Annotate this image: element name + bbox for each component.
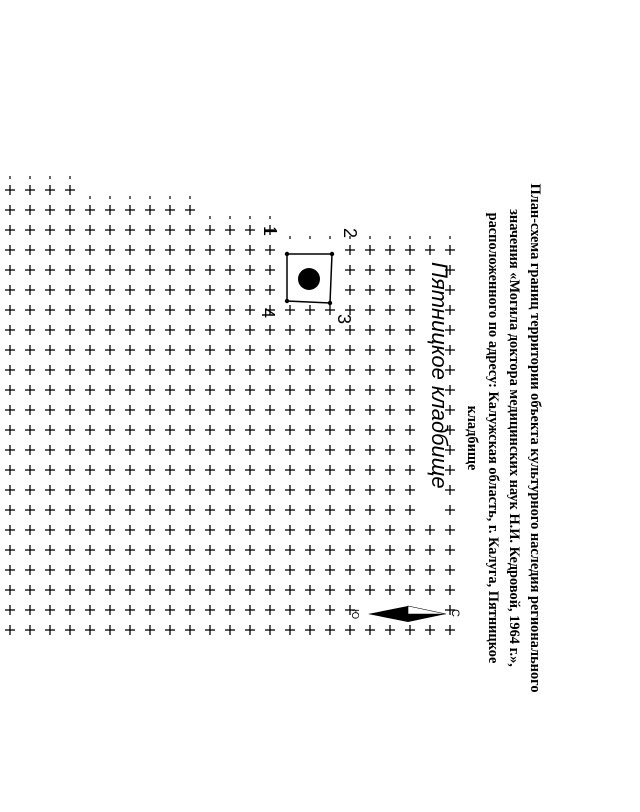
north-arrow-light-half xyxy=(408,606,446,614)
plot-boundary xyxy=(285,252,334,305)
title-line-2: значения «Могила доктора медицинских наук Н.И. Кедровой, 1964 г.», xyxy=(506,209,522,667)
south-label: Ю xyxy=(349,609,360,620)
boundary-vertex-4 xyxy=(285,299,289,303)
point-label-2: 2 xyxy=(340,228,360,239)
boundary-vertex-2 xyxy=(330,252,334,256)
boundary-vertex-1 xyxy=(285,252,289,256)
grave-marker-icon xyxy=(298,268,320,290)
point-label-1: 1 xyxy=(260,226,280,237)
north-arrow-icon xyxy=(349,606,461,622)
title-line-3: расположенного по адресу: Калужская область, г. Калуга, Пятницкое xyxy=(485,212,501,664)
title-line-4: кладбище xyxy=(464,405,480,471)
grid-layer xyxy=(5,176,455,635)
cemetery-label: Пятницкое кладбище xyxy=(427,262,452,489)
title-line-1: План-схема границ территории объекта культурного наследия регионального xyxy=(527,183,543,693)
point-label-3: 3 xyxy=(334,314,354,325)
boundary-vertex-3 xyxy=(328,301,332,305)
north-label: С xyxy=(449,609,461,617)
point-label-4: 4 xyxy=(258,308,278,319)
